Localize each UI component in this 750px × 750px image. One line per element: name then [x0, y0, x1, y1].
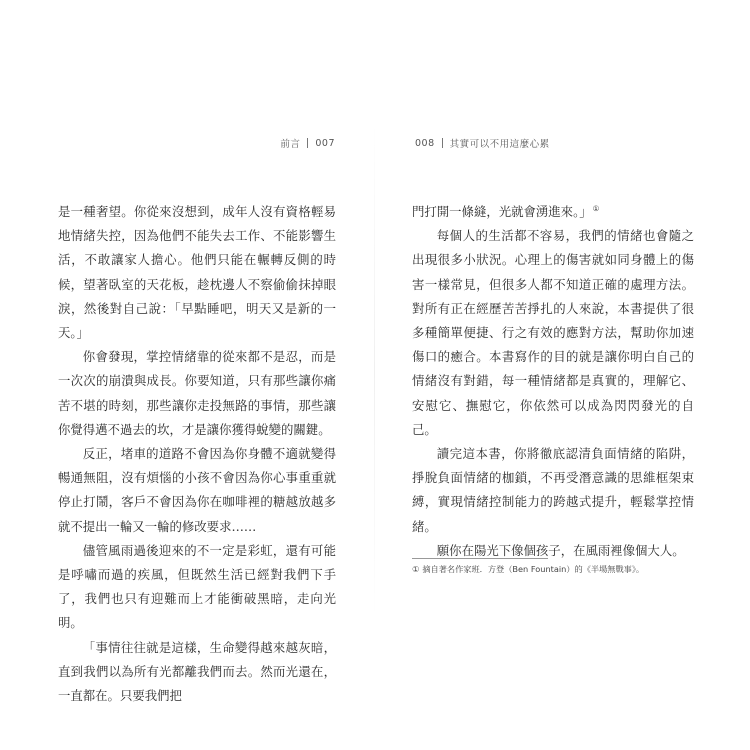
footnote-reference[interactable]: ① [592, 203, 600, 213]
footnote-text: 摘自著名作家班．方登（Ben Fountain）的《半場無戰事》。 [422, 564, 645, 574]
paragraph: 「事情往往就是這樣，生命變得越來越灰暗，直到我們以為所有光都離我們而去。然而光還在，一直都在。只要我們把 [58, 639, 336, 704]
left-body-text [58, 200, 336, 708]
running-head-divider [442, 138, 443, 148]
paragraph-text: 門打開一條縫，光就會湧進來。」 [412, 204, 592, 219]
paragraph: 每個人的生活都不容易，我們的情緒也會隨之出現很多小狀況。心理上的傷害就如同身體上的傷害一樣常見，但很多人都不知道正確的處理方法。對所有正在經歷苦苦掙扎的人來說，本書提供了很多種簡單便捷、行之有效的應對方法，幫助你加速傷口的癒合。本書寫作的目的就是讓你明白自己的情緒沒有對錯，每一種情緒都是真實的，理解它、安慰它、撫慰它，你依然可以成為閃閃發光的自己。 [412, 228, 694, 437]
left-running-head [280, 136, 335, 150]
left-page-number: 007 [315, 137, 335, 149]
right-page-number: 008 [415, 137, 435, 149]
paragraph: 是一種奢望。你從來沒想到，成年人沒有資格輕易地情緒失控，因為他們不能失去工作、不能影響生活，不敢讓家人擔心。他們只能在輾轉反側的時候，望著臥室的天花板，趁枕邊人不察偷偷抹掉眼淚，然後對自己說：「早點睡吧，明天又是新的一天。」 [58, 204, 336, 341]
right-running-head [415, 136, 550, 150]
paragraph: 願你在陽光下像個孩子，在風雨裡像個大人。 [436, 542, 685, 558]
paragraph: 讀完這本書，你將徹底認清負面情緒的陷阱，掙脫負面情緒的枷鎖，不再受潛意識的思維框架束縛，實現情緒控制能力的跨越式提升，輕鬆掌控情緒。 [412, 446, 694, 534]
paragraph: 反正，堵車的道路不會因為你身體不適就變得暢通無阻，沒有煩惱的小孩不會因為你心事重重就停止打鬧，客戶不會因為你在咖啡裡的糖越放越多就不提出一輪又一輪的修改要求…… [58, 446, 336, 534]
paragraph: 儘管風雨過後迎來的不一定是彩虹，還有可能是呼嘯而過的疾風，但既然生活已經對我們下手了，我們也只有迎難而上才能衝破黑暗，走向光明。 [58, 542, 336, 631]
left-running-head-title: 前言 [280, 139, 301, 150]
right-body-text [412, 200, 694, 563]
right-running-head-title: 其實可以不用這麼心累 [449, 139, 550, 150]
footnote [412, 564, 712, 575]
paragraph [412, 200, 694, 224]
running-head-divider [307, 138, 308, 148]
footnote-mark: ① [412, 564, 420, 574]
footnote-rule [412, 558, 548, 559]
right-page [375, 0, 750, 750]
paragraph: 你會發現，掌控情緒靠的從來都不是忍，而是一次次的崩潰與成長。你要知道，只有那些讓你痛苦不堪的時刻，那些讓你走投無路的事情，那些讓你覺得邁不過去的坎，才是讓你獲得蛻變的關鍵。 [58, 349, 336, 437]
